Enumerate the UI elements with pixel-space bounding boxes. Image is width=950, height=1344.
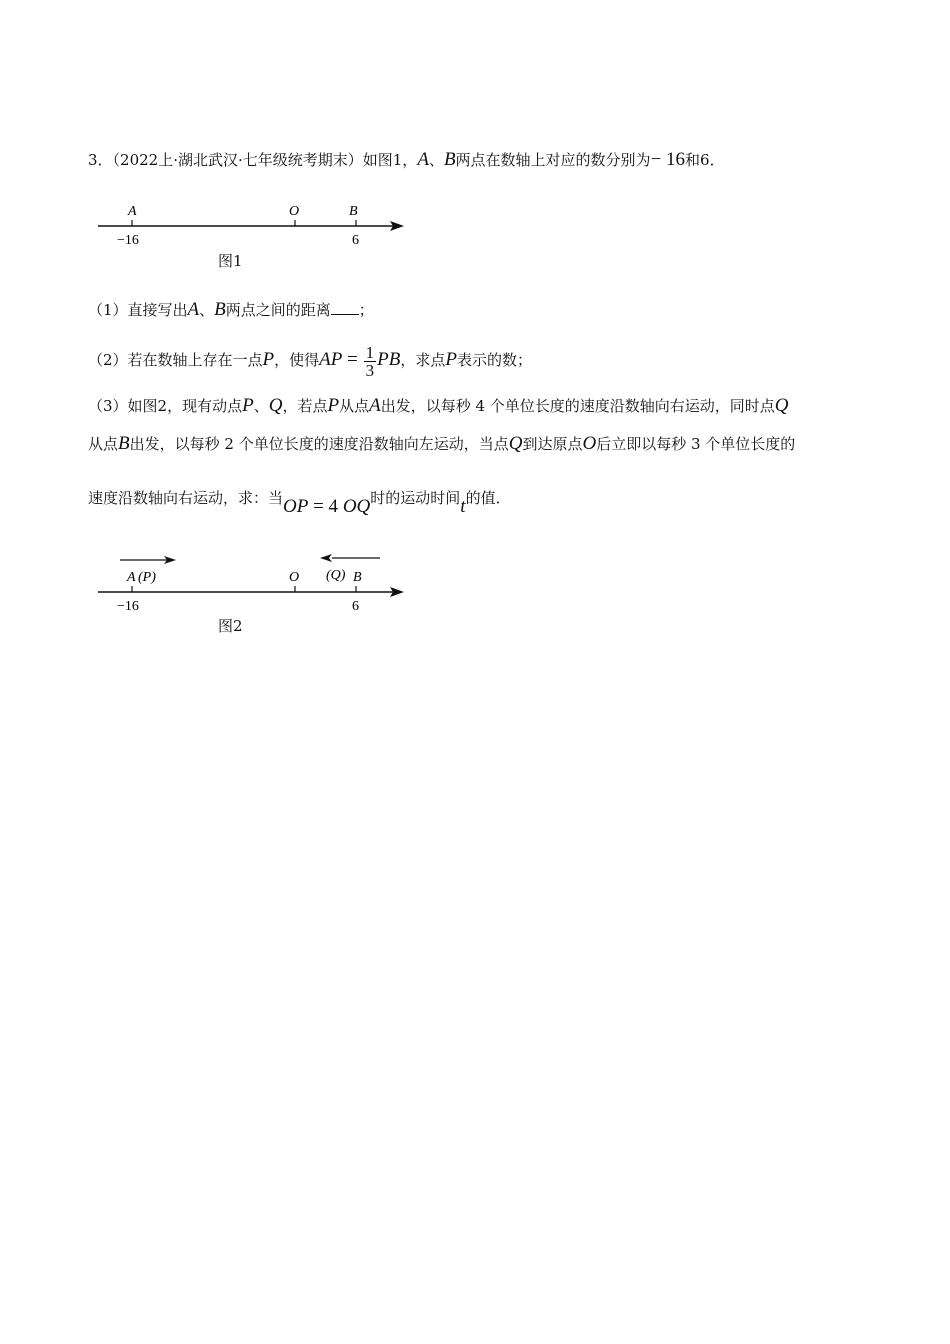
q3-text-d: 出发，以每秒 4 个单位长度的速度沿数轴向右运动，同时点 (380, 397, 775, 415)
q1-label: （1）直接写出 (88, 301, 188, 319)
q1-rest: 两点之间的距离 (225, 301, 331, 319)
fig1-label-a: A (128, 204, 137, 219)
q2-fraction (364, 344, 377, 379)
q3-point-q: Q (268, 395, 283, 416)
q2-expr-right: PB (377, 349, 401, 370)
q3-sep: 、 (253, 397, 269, 415)
q2-end: 表示的数； (456, 351, 532, 369)
q1-end: ； (358, 301, 374, 319)
fig2-label-a: A (127, 570, 136, 585)
fig2-label-p: (P) (138, 570, 156, 585)
q3-text-j: 时的运动时间 (370, 489, 461, 507)
question-2 (88, 340, 532, 380)
fig1-label-o: O (289, 204, 300, 219)
question-3-line-2 (88, 434, 795, 454)
fig1-label-b: B (349, 204, 358, 219)
fig2-label-b: B (353, 570, 362, 585)
q2-frac-num: 1 (365, 342, 375, 362)
q1-point-b: B (214, 299, 226, 320)
problem-number: 3． (88, 151, 113, 169)
q2-frac-den: 3 (365, 360, 375, 380)
fig2-tick-b: 6 (352, 599, 359, 614)
fig2-tick-a: −16 (117, 599, 139, 614)
q3-point-q2: Q (774, 395, 789, 416)
intro-end: 6． (700, 151, 725, 169)
q3-text-i: 速度沿数轴向右运动，求：当 (88, 489, 284, 507)
q1-point-a: A (187, 299, 200, 320)
q2-eq: = (342, 349, 363, 370)
q2-mid2: ，求点 (400, 351, 446, 369)
q3-point-b: B (118, 433, 130, 454)
point-a: A (417, 149, 429, 170)
intro-and: 和 (685, 151, 701, 169)
q3-text-e: 从点 (88, 435, 119, 453)
q2-point-p: P (262, 349, 275, 370)
fig2-label-o: O (289, 570, 300, 585)
q3-text-g: 到达原点 (522, 435, 583, 453)
q3-point-o: O (582, 433, 597, 454)
q2-expr-left: AP (319, 349, 343, 370)
arrow-left-icon (320, 554, 332, 562)
separator: 、 (428, 151, 444, 169)
question-3-line-3 (88, 488, 511, 517)
q3-text-f: 出发，以每秒 2 个单位长度的速度沿数轴向左运动，当点 (129, 435, 509, 453)
q2-point-p2: P (445, 349, 457, 370)
figure-1-caption: 图1 (218, 252, 243, 270)
q2-label: （2）若在数轴上存在一点 (88, 351, 263, 369)
q3-point-p2: P (327, 395, 340, 416)
q3-text-a: （3）如图2，现有动点 (88, 397, 243, 415)
problem-source: （2022上·湖北武汉·七年级统考期末） (112, 151, 363, 169)
value-negative: − 16 (650, 149, 686, 170)
q3-text-k: 的值． (465, 489, 511, 507)
problem-intro (88, 150, 725, 170)
q3-text-h: 后立即以每秒 3 个单位长度的 (596, 435, 796, 453)
q3-var-t: t (460, 496, 466, 517)
figure-2-caption: 图2 (218, 617, 243, 635)
intro-prefix: 如图1， (362, 151, 418, 169)
q3-point-q3: Q (508, 433, 523, 454)
question-3-line-1 (88, 396, 789, 416)
q3-expr-oq: OQ (342, 496, 371, 517)
figure-2-number-line (90, 548, 420, 620)
question-1 (88, 300, 374, 320)
intro-mid: 两点在数轴上对应的数分别为 (455, 151, 651, 169)
figure-1-number-line (90, 196, 420, 256)
q3-expr-eq: = 4 (308, 496, 343, 517)
q3-point-a: A (369, 395, 381, 416)
fig2-label-q: (Q) (326, 568, 346, 583)
q3-text-c: 从点 (339, 397, 370, 415)
answer-blank (331, 300, 359, 315)
fig1-tick-b: 6 (352, 233, 359, 248)
point-b: B (443, 149, 456, 170)
q3-text-b: ，若点 (282, 397, 328, 415)
q3-point-p: P (242, 395, 254, 416)
q3-expr-op: OP (283, 496, 309, 517)
fig1-tick-a: −16 (117, 233, 139, 248)
q1-sep: 、 (199, 301, 215, 319)
q2-mid: ，使得 (274, 351, 320, 369)
